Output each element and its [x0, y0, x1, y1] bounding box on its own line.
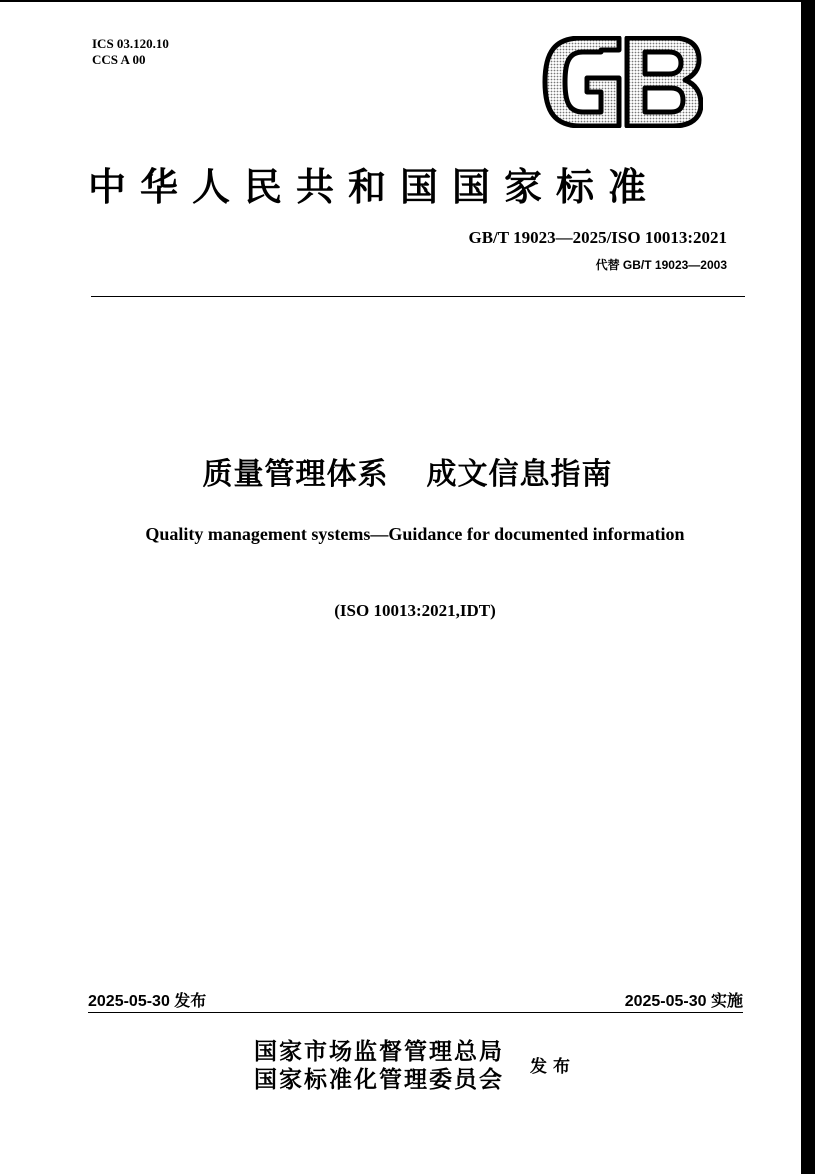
chinese-title-part1: 质量管理体系 — [202, 457, 389, 492]
header-divider — [91, 296, 745, 297]
english-title: Quality management systems—Guidance for documented information — [145, 524, 685, 544]
issue-label: 发布 — [530, 1057, 576, 1077]
scan-right-edge — [801, 0, 815, 1174]
footer-divider — [88, 1012, 743, 1013]
scan-top-edge — [0, 0, 815, 2]
issuing-authorities — [254, 1038, 504, 1094]
classification-codes — [92, 36, 169, 68]
issuer-line-1: 国家市场监督管理总局 — [254, 1038, 504, 1065]
issuer-line-2: 国家标准化管理委员会 — [254, 1066, 504, 1093]
implementation-date: 2025-05-30 实施 — [624, 993, 743, 1010]
publish-date: 2025-05-30 发布 — [88, 993, 207, 1010]
gb-logo — [541, 36, 703, 128]
national-standard-title: 中华人民共和国国家标准 — [88, 164, 661, 209]
adoption-note: (ISO 10013:2021,IDT) — [334, 601, 496, 620]
chinese-title — [0, 449, 815, 493]
replaces-standard: 代替 GB/T 19023—2003 — [595, 258, 727, 272]
ics-code: ICS 03.120.10 — [92, 36, 169, 51]
chinese-title-part2: 成文信息指南 — [426, 457, 613, 492]
ccs-code: CCS A 00 — [92, 52, 146, 67]
standard-number: GB/T 19023—2025/ISO 10013:2021 — [468, 228, 727, 247]
